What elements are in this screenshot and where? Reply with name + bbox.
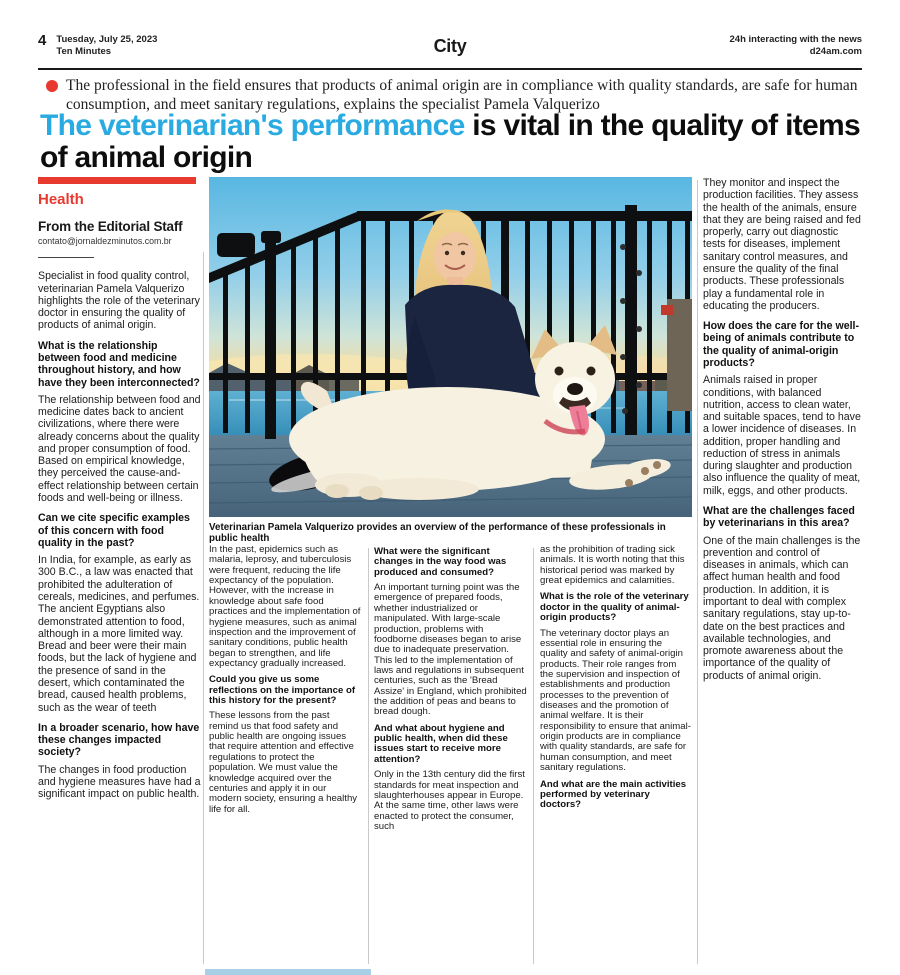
masthead-tagline — [730, 34, 863, 59]
interview-question: What is the relationship between food and medicine throughout history, and how have they been interconnected? — [38, 339, 200, 389]
photo-illustration — [209, 177, 692, 517]
headline-rest: is vital in the quality of items of animal origin — [40, 109, 860, 175]
byline-divider — [38, 257, 94, 258]
column-4 — [540, 545, 692, 969]
column-left — [38, 177, 201, 967]
interview-question: How does the care for the well-being of animals contribute to the quality of animal-origin products? — [703, 320, 859, 369]
article-paragraph: These lessons from the past remind us that food safety and public health are ongoing issues that require attention and effective regulations to protect the population. We must value the knowledge acquired over the centuries and apply it in our modern society, ensuring a healthy life for all. — [209, 710, 358, 815]
column-3 — [374, 545, 527, 969]
column-right — [703, 177, 863, 967]
paper-name: Ten Minutes — [56, 45, 112, 57]
section-title: City — [433, 36, 467, 56]
article-paragraph: One of the main challenges is the prevention and control of diseases in animals, which can affect human health and food production. In addition, it is important to deal with complex sanitary regulations, stay up-to-date on the best practices and available technologies, and promote awareness about the importance of the quality of products of animal origin. — [703, 534, 861, 682]
column-rule — [697, 180, 698, 964]
interview-question: And what about hygiene and public health, when did these issues start to receive more attention? — [374, 722, 508, 765]
interview-question: In a broader scenario, how have these changes impacted society? — [38, 721, 200, 759]
article-paragraph: Animals raised in proper conditions, with balanced nutrition, access to clean water, and suitable spaces, tend to have a lower incidence of diseases. In addition, proper handling and reduction of stress in animals during slaughter and production also influence the quality of meat, milk, eggs, and other products. — [703, 374, 861, 497]
column-rule — [533, 548, 534, 964]
byline-author: From the Editorial Staff — [38, 219, 183, 235]
page-number: 4 — [38, 32, 47, 49]
article-headline — [40, 110, 888, 174]
article-paragraph: as the prohibition of trading sick animals. It is worth noting that this historical period was marked by great epidemics and calamities. — [540, 545, 685, 587]
interview-question: Can we cite specific examples of this concern with food quality in the past? — [38, 512, 190, 549]
article-paragraph: The changes in food production and hygiene measures have had a significant impact on public health. — [38, 763, 201, 801]
lede-text: The professional in the field ensures that products of animal origin are in compliance with quality standards, are safe for human consumption, and meet sanitary regulations, explains the specialist Pamela Valquerizo — [66, 77, 858, 113]
interview-question: And what are the main activities performed by veterinary doctors? — [540, 778, 687, 811]
interview-question: What were the significant changes in the way food was produced and consumed? — [374, 546, 507, 578]
issue-date: Tuesday, July 25, 2023 — [56, 34, 158, 45]
article-paragraph: Specialist in food quality control, veterinarian Pamela Valquerizo highlights the role of the veterinary doctor in ensuring the quality of products of animal origin. — [38, 270, 200, 332]
article-paragraph: Only in the 13th century did the first standards for meat inspection and slaughterhouses appear in Europe. At the same time, other laws were enacted to protect the consumer, such — [374, 769, 525, 832]
interview-question: Could you give us some reflections on the importance of this history for the present? — [209, 674, 356, 707]
kicker-bar — [38, 177, 196, 184]
interview-question: What are the challenges faced by veterinarians in this area? — [703, 505, 855, 530]
article-photo — [209, 177, 692, 517]
column-left-body — [38, 270, 201, 800]
article-paragraph: They monitor and inspect the production facilities. They assess the health of the animals, ensure that they are being raised and fed properly, carry out diagnostic tests for diseases, implement sanitary control measures, and ensure the quality of the final products. These professionals play a fundamental role in educating the producers. — [703, 177, 861, 312]
kicker-label: Health — [38, 191, 84, 208]
column-rule — [368, 548, 369, 964]
column-rule — [203, 252, 204, 964]
byline-email[interactable]: contato@jornaldezminutos.com.br — [38, 236, 172, 247]
article-paragraph: In the past, epidemics such as malaria, leprosy, and tuberculosis were frequent, reducing the life expectancy of the population. However, with the increase in knowledge about safe food practices and the implementation of hygiene measures, such as animal inspection and the improvement of sanitary conditions, public health began to strengthen, and life expectancy gradually increased. — [209, 545, 361, 669]
article-paragraph: In India, for example, as early as 300 B.C., a law was enacted that prohibited the adulteration of cereals, medicines, and perfumes. The ancient Egyptians also demonstrated attention to food, although in a more limited way. Bread and beer were their main foods, but the lack of hygiene and the presence of sand in the desert, which contaminated the bread, caused health problems, such as the wear of teeth — [38, 554, 200, 714]
next-element-edge — [205, 969, 371, 975]
masthead-rule — [38, 68, 862, 70]
masthead — [38, 32, 862, 64]
article-paragraph: An important turning point was the emergence of prepared foods, whether industrialized or manipulated. With large-scale production, problems with foodborne diseases began to arise due to inadequate preservation. This led to the implementation of laws and regulations in subsequent centuries, such as the 'Bread Assize' in England, which prohibited the addition of peas and beans to bread dough. — [374, 582, 527, 718]
red-bullet-icon — [46, 80, 58, 92]
article-paragraph: The relationship between food and medicine dates back to ancient civilizations, where there were already concerns about the quality and proper consumption of food. Based on empirical knowledge, they perceived the cause-and-effect relationship between certain foods and well-being or illness. — [38, 393, 201, 505]
column-2 — [209, 545, 361, 969]
article-paragraph: The veterinary doctor plays an essential role in ensuring the quality and safety of animal-origin products. Their role ranges from the supervision and inspection of establishments and production processes to the prevention of diseases and the promotion of animal welfare. It is their responsibility to ensure that animal-origin products are in compliance with quality standards, are safe for human consumption, and meet sanitary regulations. — [540, 627, 691, 774]
tagline-url[interactable]: d24am.com — [809, 46, 862, 58]
interview-question: What is the role of the veterinary doctor in the quality of animal-origin products? — [540, 591, 689, 624]
photo-caption: Veterinarian Pamela Valquerizo provides an overview of the performance of these professionals in public health — [209, 522, 666, 544]
headline-highlight: The veterinarian's performance — [40, 109, 465, 142]
tagline-line1: 24h interacting with the news — [729, 34, 862, 45]
